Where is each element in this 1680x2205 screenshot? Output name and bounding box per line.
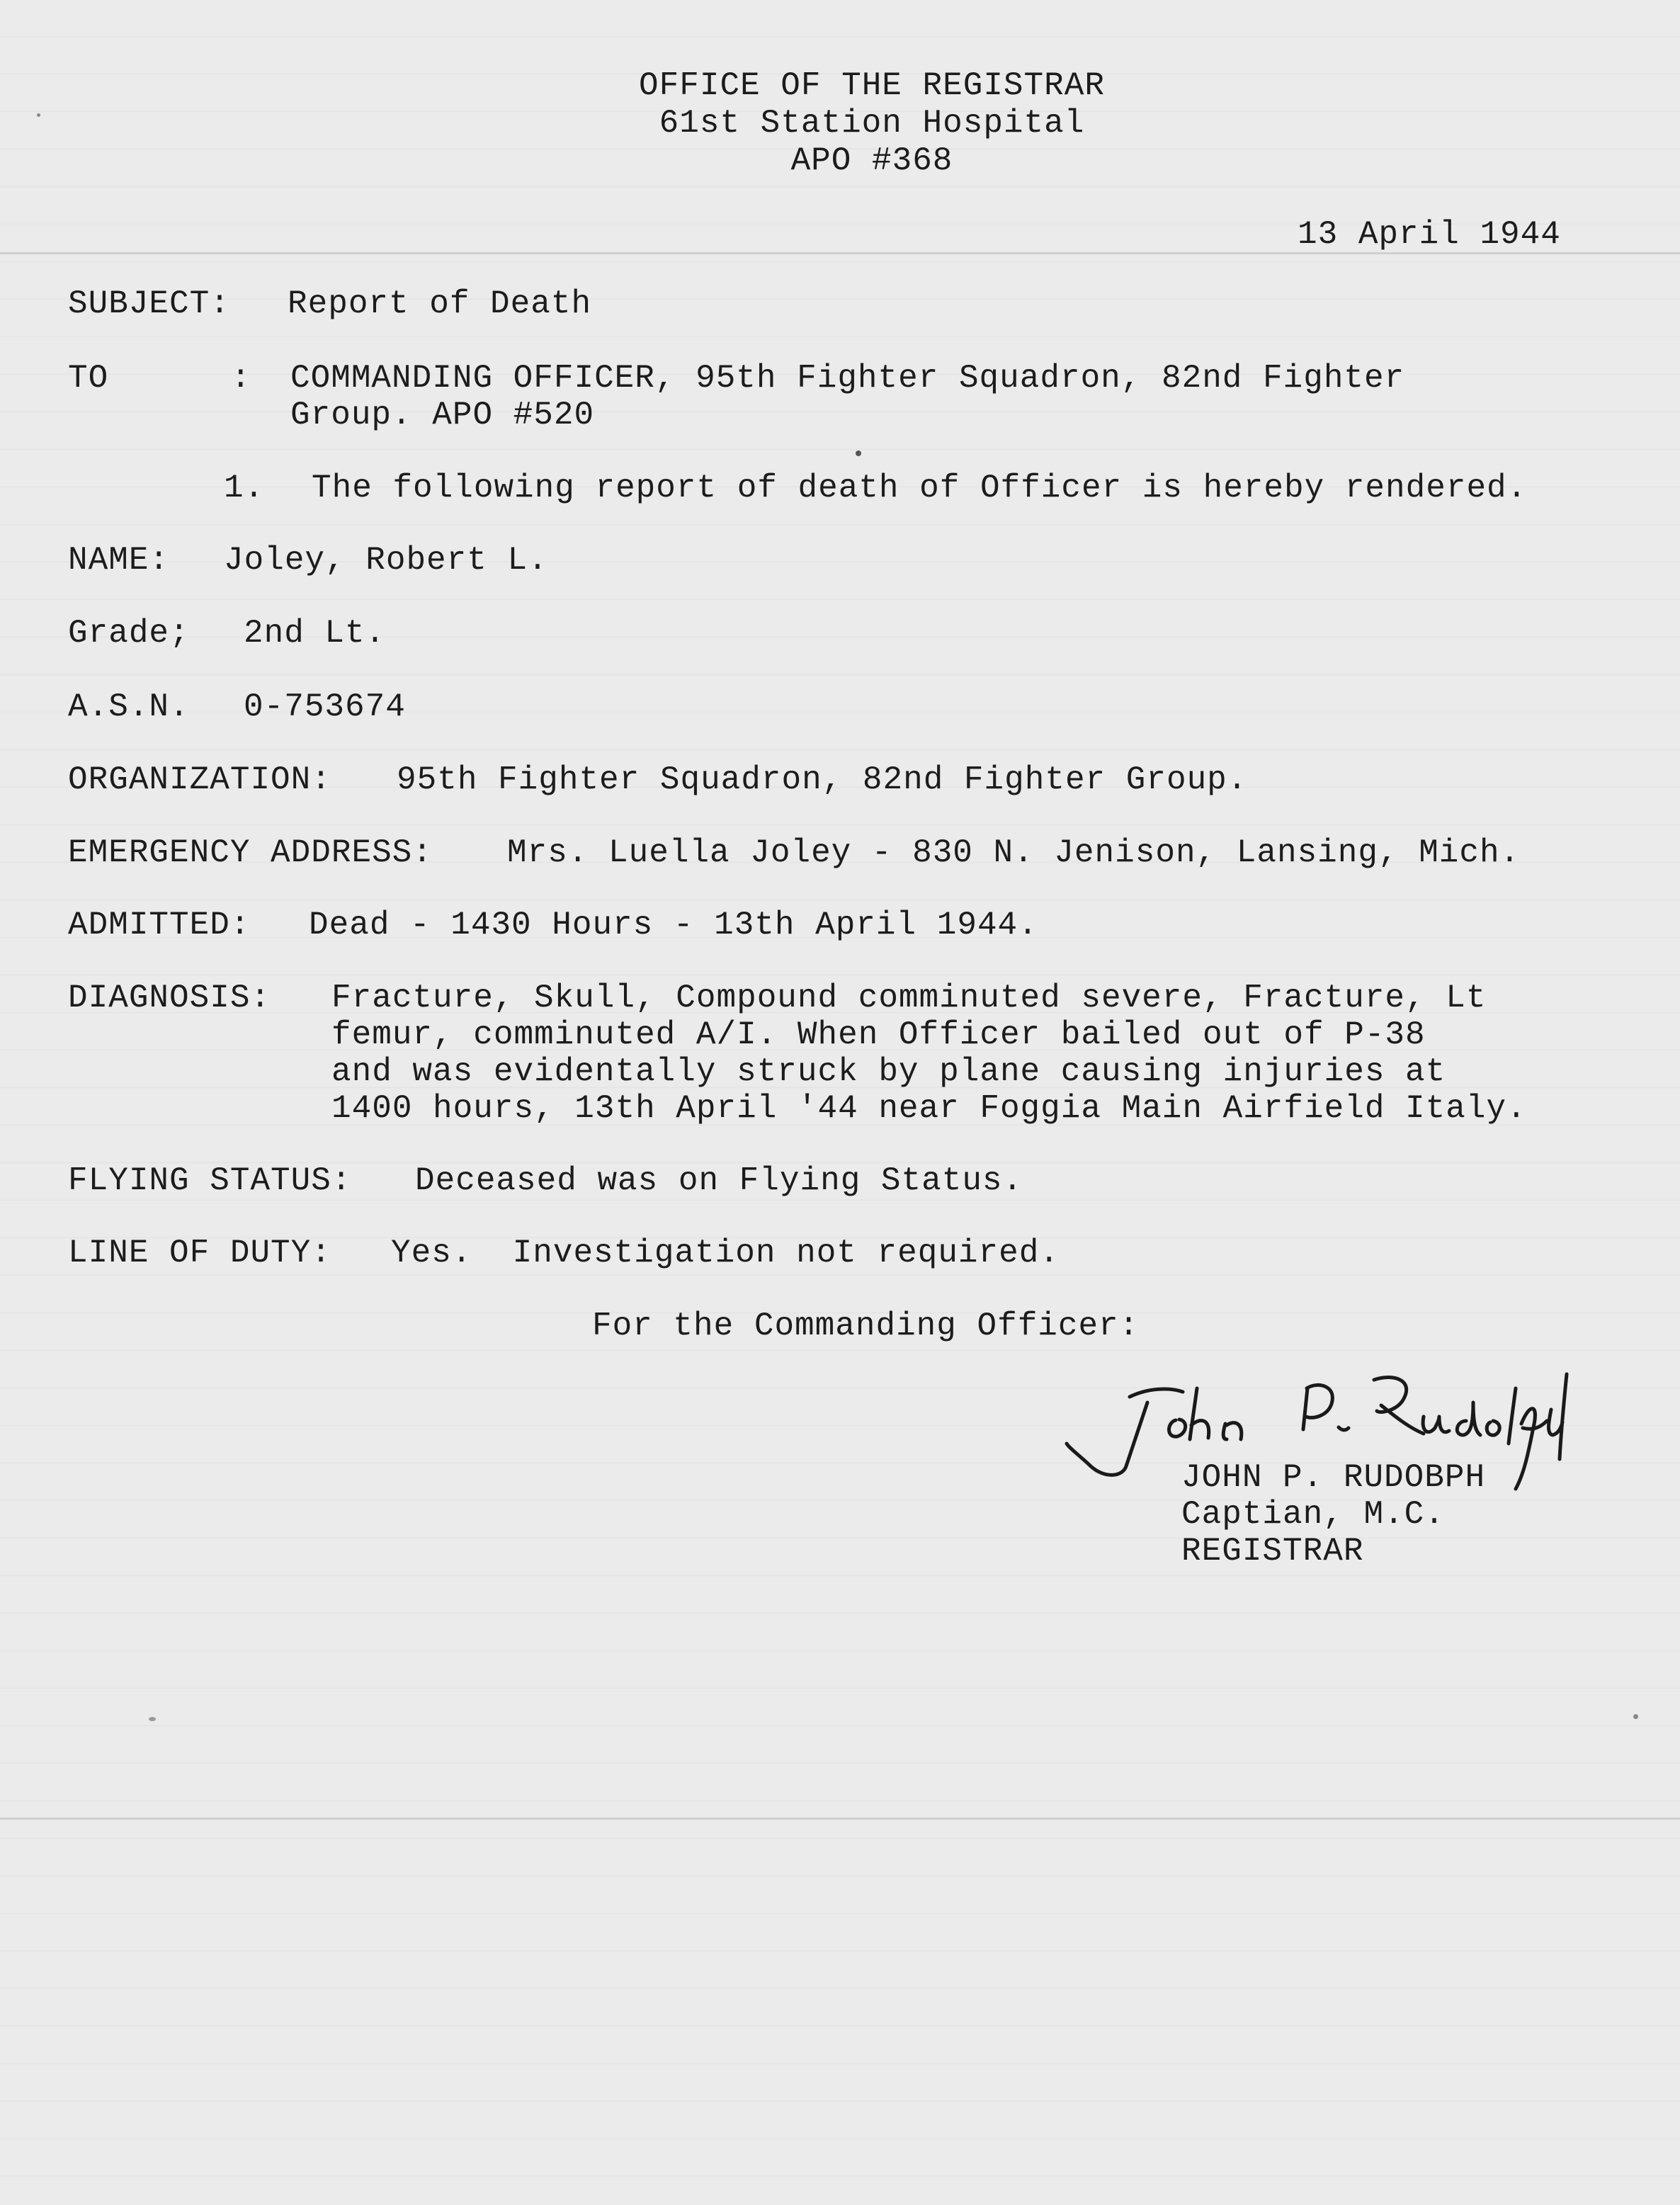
header-apo: APO #368: [790, 142, 953, 179]
to-label: TO: [68, 360, 109, 397]
line-of-duty-value: Yes. Investigation not required.: [391, 1235, 1060, 1271]
header-office: OFFICE OF THE REGISTRAR: [639, 67, 1105, 104]
admitted-label: ADMITTED:: [68, 907, 251, 943]
flying-status-value: Deceased was on Flying Status.: [415, 1162, 1023, 1199]
signature-title: REGISTRAR: [1181, 1533, 1364, 1570]
emergency-address-value: Mrs. Luella Joley - 830 N. Jenison, Lansing, Mich.: [507, 834, 1521, 871]
signature-rank: Captian, M.C.: [1181, 1496, 1445, 1533]
flying-status-label: FLYING STATUS:: [68, 1162, 352, 1199]
paper-rule: [0, 1818, 1680, 1820]
grade-value: 2nd Lt.: [244, 615, 386, 652]
name-label: NAME:: [68, 542, 170, 579]
to-line-1: COMMANDING OFFICER, 95th Fighter Squadron, 82nd Fighter: [290, 360, 1405, 397]
grade-label: Grade;: [68, 615, 190, 652]
subject-label: SUBJECT:: [68, 285, 230, 322]
paper-speck: [1633, 1714, 1638, 1719]
subject-value: Report of Death: [288, 285, 592, 322]
organization-value: 95th Fighter Squadron, 82nd Fighter Group.: [397, 761, 1248, 798]
asn-value: 0-753674: [244, 688, 406, 725]
paper-speck: [149, 1717, 156, 1721]
admitted-value: Dead - 1430 Hours - 13th April 1944.: [309, 907, 1038, 943]
diagnosis-line-4: 1400 hours, 13th April '44 near Foggia Main Airfield Italy.: [331, 1090, 1527, 1127]
intro-text: The following report of death of Officer is hereby rendered.: [312, 470, 1528, 506]
name-value: Joley, Robert L.: [224, 542, 548, 579]
line-of-duty-label: LINE OF DUTY:: [68, 1235, 331, 1271]
paper-speck: [856, 450, 861, 456]
intro-number: 1.: [224, 470, 265, 506]
to-colon: :: [231, 360, 251, 397]
emergency-address-label: EMERGENCY ADDRESS:: [68, 834, 433, 871]
signature-name: JOHN P. RUDOBPH: [1181, 1459, 1486, 1496]
diagnosis-line-2: femur, comminuted A/I. When Officer bailed out of P-38: [331, 1016, 1426, 1053]
signature-lettering: John P. Rudolph: [1062, 1360, 1069, 1361]
asn-label: A.S.N.: [68, 688, 190, 725]
diagnosis-label: DIAGNOSIS:: [68, 980, 271, 1016]
header-hospital: 61st Station Hospital: [659, 105, 1085, 142]
paper-speck: [37, 113, 40, 117]
organization-label: ORGANIZATION:: [68, 761, 331, 798]
closing-line: For the Commanding Officer:: [592, 1308, 1140, 1344]
to-line-2: Group. APO #520: [290, 397, 595, 433]
document-date: 13 April 1944: [1298, 216, 1561, 253]
diagnosis-line-3: and was evidentally struck by plane causing injuries at: [331, 1053, 1446, 1090]
diagnosis-line-1: Fracture, Skull, Compound comminuted severe, Fracture, Lt: [331, 980, 1487, 1016]
